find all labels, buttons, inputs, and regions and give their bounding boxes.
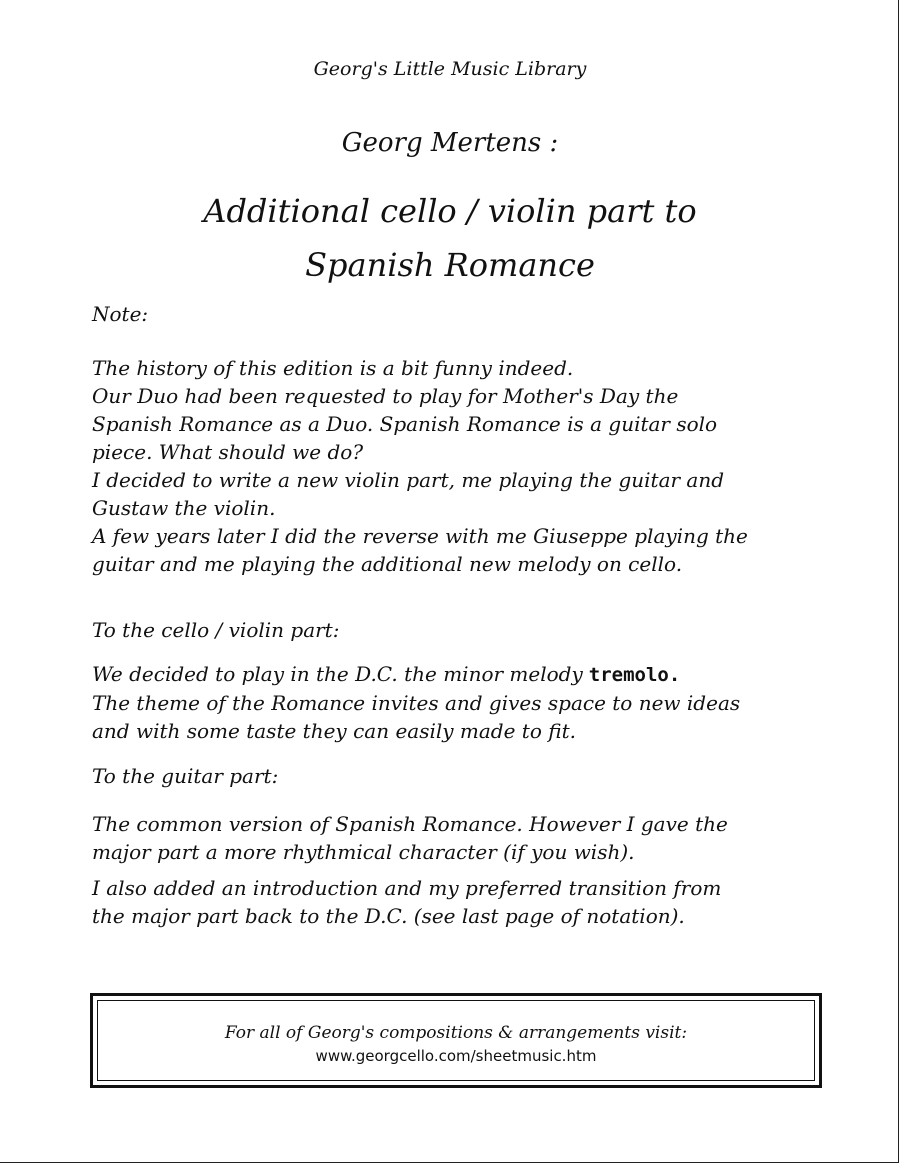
cello-section-heading: To the cello / violin part: [92, 618, 340, 642]
cello-line: The theme of the Romance invites and gives space to new ideas [92, 691, 741, 715]
guitar-section-heading: To the guitar part: [92, 764, 279, 788]
title-line-2: Spanish Romance [305, 246, 595, 284]
cello-line-text: We decided to play in the D.C. the minor melody [92, 662, 583, 686]
history-line: piece. What should we do? [92, 440, 364, 464]
guitar-paragraph-1 [92, 810, 832, 866]
cello-line: and with some taste they can easily made to fit. [92, 719, 576, 743]
history-line: I decided to write a new violin part, me playing the guitar and [92, 468, 725, 492]
cello-section-text [92, 660, 832, 745]
history-paragraph [92, 354, 832, 578]
footer-inner-border [97, 1000, 815, 1081]
guitar-line: The common version of Spanish Romance. However I gave the [92, 812, 728, 836]
note-label: Note: [92, 302, 149, 326]
history-line: The history of this edition is a bit funny indeed. [92, 356, 574, 380]
cello-line [92, 660, 832, 689]
composer-name: Georg Mertens : [341, 128, 559, 158]
guitar-line: I also added an introduction and my preferred transition from [92, 876, 722, 900]
tremolo-emphasis: tremolo. [588, 664, 681, 686]
footer-url[interactable]: www.georgcello.com/sheetmusic.htm [315, 1047, 597, 1065]
title-line-1: Additional cello / violin part to [203, 192, 697, 230]
guitar-line: major part a more rhythmical character (if you wish). [92, 840, 635, 864]
history-line: Gustaw the violin. [92, 496, 276, 520]
footer-text: For all of Georg's compositions & arrangements visit: [224, 1023, 688, 1043]
library-name: Georg's Little Music Library [313, 58, 587, 80]
footer-box [90, 993, 822, 1088]
guitar-paragraph-2 [92, 874, 832, 930]
history-line: Our Duo had been requested to play for Mother's Day the [92, 384, 679, 408]
history-line: Spanish Romance as a Duo. Spanish Romance is a guitar solo [92, 412, 718, 436]
history-line: guitar and me playing the additional new melody on cello. [92, 552, 683, 576]
guitar-line: the major part back to the D.C. (see last page of notation). [92, 904, 685, 928]
history-line: A few years later I did the reverse with me Giuseppe playing the [92, 524, 748, 548]
